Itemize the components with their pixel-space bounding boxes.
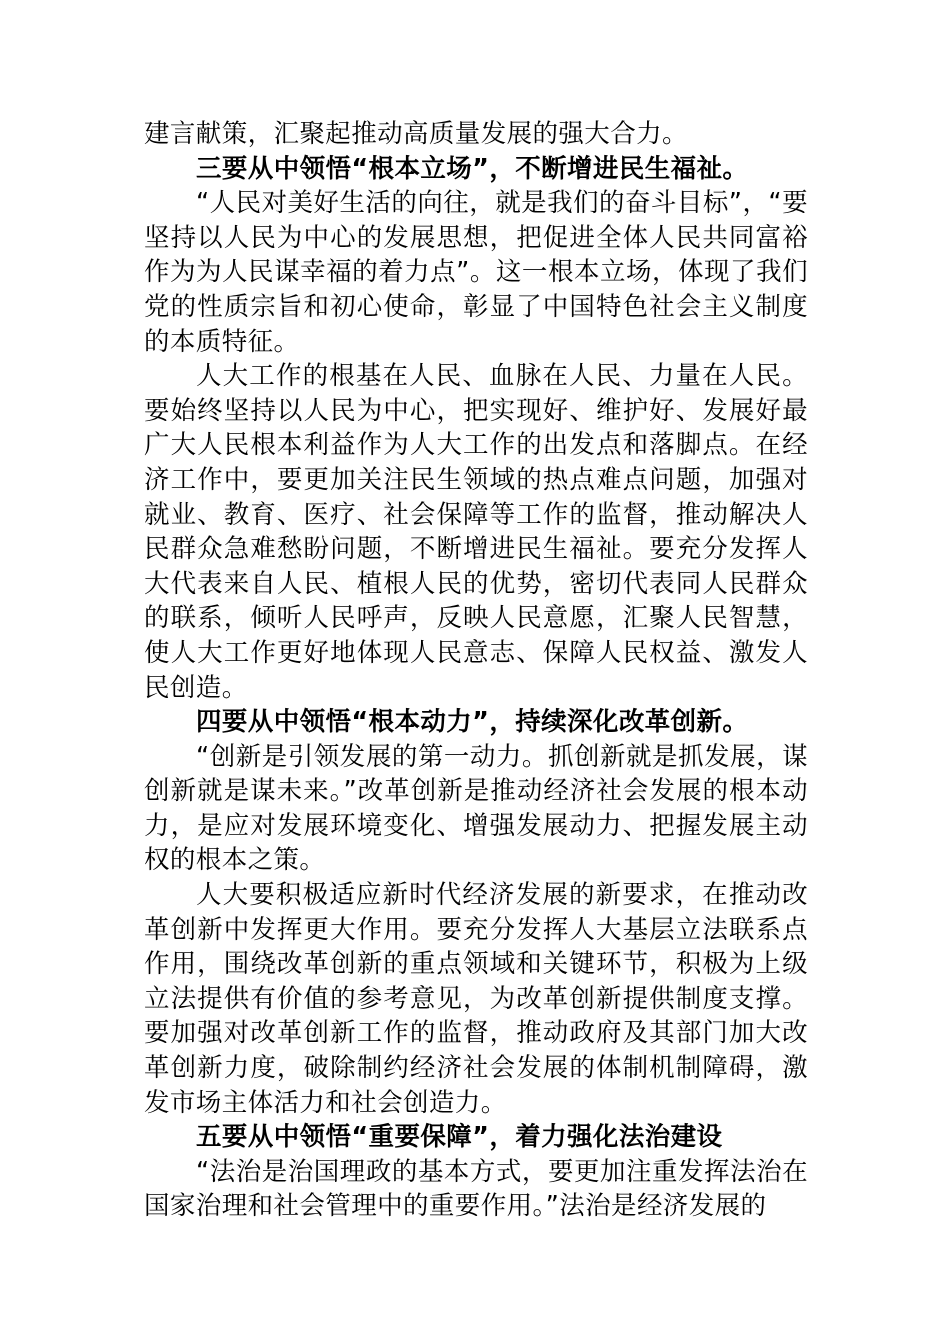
paragraph: “创新是引领发展的第一动力。抓创新就是抓发展，谋创新就是谋未来。”改革创新是推动经济社会发展的根本动力，是应对发展环境变化、增强发展动力、把握发展主动权的根本之策。 — [144, 741, 808, 876]
paragraph: 人大工作的根基在人民、血脉在人民、力量在人民。要始终坚持以人民为中心，把实现好、维护好、发展好最广大人民根本利益作为人大工作的出发点和落脚点。在经济工作中，要更加关注民生领域的热点难点问题，加强对就业、教育、医疗、社会保障等工作的监督，推动解决人民群众急难愁盼问题，不断增进民生福祉。要充分发挥人大代表来自人民、植根人民的优势，密切代表同人民群众的联系，倾听人民呼声，反映人民意愿，汇聚人民智慧，使人大工作更好地体现人民意志、保障人民权益、激发人民创造。 — [144, 361, 808, 703]
paragraph: “法治是治国理政的基本方式，要更加注重发挥法治在国家治理和社会管理中的重要作用。”法治是经济发展的 — [144, 1156, 808, 1222]
section-heading-3: 三要从中领悟“根本立场”，不断增进民生福祉。 — [196, 153, 749, 184]
paragraph-continuation: 建言献策，汇聚起推动高质量发展的强大合力。 — [144, 119, 688, 149]
section-heading-4: 四要从中领悟“根本动力”，持续深化改革创新。 — [196, 707, 749, 738]
document-body — [144, 117, 808, 1224]
section-heading-5: 五要从中领悟“重要保障”，着力强化法治建设 — [196, 1122, 723, 1153]
paragraph: 人大要积极适应新时代经济发展的新要求，在推动改革创新中发挥更大作用。要充分发挥人大基层立法联系点作用，围绕改革创新的重点领域和关键环节，积极为上级立法提供有价值的参考意见，为改革创新提供制度支撑。要加强对改革创新工作的监督，推动政府及其部门加大改革创新力度，破除制约经济社会发展的体制机制障碍，激发市场主体活力和社会创造力。 — [144, 880, 808, 1118]
paragraph: “人民对美好生活的向往，就是我们的奋斗目标”，“要坚持以人民为中心的发展思想，把促进全体人民共同富裕作为为人民谋幸福的着力点”。这一根本立场，体现了我们党的性质宗旨和初心使命，彰显了中国特色社会主义制度的本质特征。 — [144, 188, 808, 357]
